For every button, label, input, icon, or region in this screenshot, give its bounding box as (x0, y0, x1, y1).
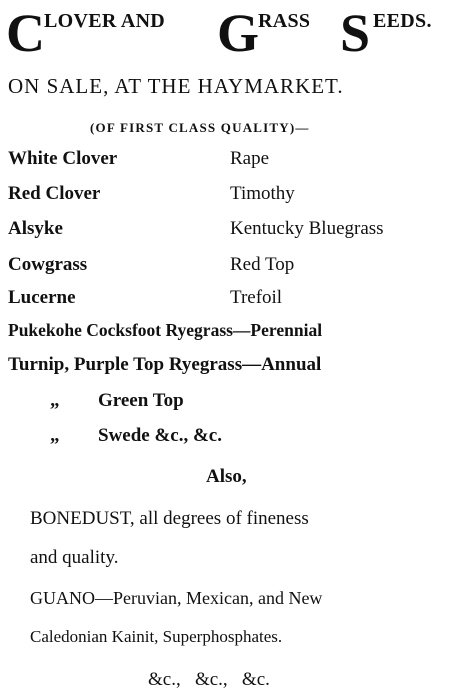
seed-right-5: Trefoil (230, 287, 283, 308)
headline-word-seeds: EEDS. (373, 10, 432, 32)
ditto-mark-2: „ (50, 425, 60, 446)
seed-right-3: Kentucky Bluegrass (230, 218, 384, 239)
headline-word-clover-and: LOVER AND (44, 10, 166, 32)
seed-left-3: Alsyke (8, 218, 63, 239)
bonedust-line-2: and quality. (30, 547, 119, 568)
drop-cap-c: C (6, 3, 45, 63)
also-heading: Also, (206, 466, 247, 487)
seed-right-4: Red Top (230, 254, 295, 275)
closing-line: &c., &c., &c. (148, 669, 270, 690)
seed-right-1: Rape (230, 148, 270, 169)
guano-line-1: GUANO—Peruvian, Mexican, and New (30, 588, 323, 608)
headline-word-grass: RASS (258, 10, 311, 32)
seed-left-2: Red Clover (8, 183, 101, 204)
seed-right-2: Timothy (230, 183, 295, 204)
bonedust-line-1: BONEDUST, all degrees of fineness (30, 508, 309, 529)
quality-note: (OF FIRST CLASS QUALITY)— (90, 120, 310, 135)
headline (6, 2, 454, 63)
seed-left-1: White Clover (8, 148, 118, 169)
guano-line-2: Caledonian Kainit, Superphosphates. (30, 627, 283, 646)
ditto-mark-1: „ (50, 390, 60, 411)
swede-line: Swede &c., &c. (98, 425, 222, 446)
turnip-line: Turnip, Purple Top Ryegrass—Annual (8, 354, 322, 375)
drop-cap-s: S (340, 3, 371, 63)
seed-left-5: Lucerne (8, 287, 76, 308)
pukekohe-line: Pukekohe Cocksfoot Ryegrass—Perennial (8, 320, 323, 340)
seed-left-4: Cowgrass (8, 254, 88, 275)
drop-cap-g: G (217, 3, 260, 63)
subheadline: ON SALE, AT THE HAYMARKET. (8, 74, 344, 98)
green-top-line: Green Top (98, 390, 184, 411)
